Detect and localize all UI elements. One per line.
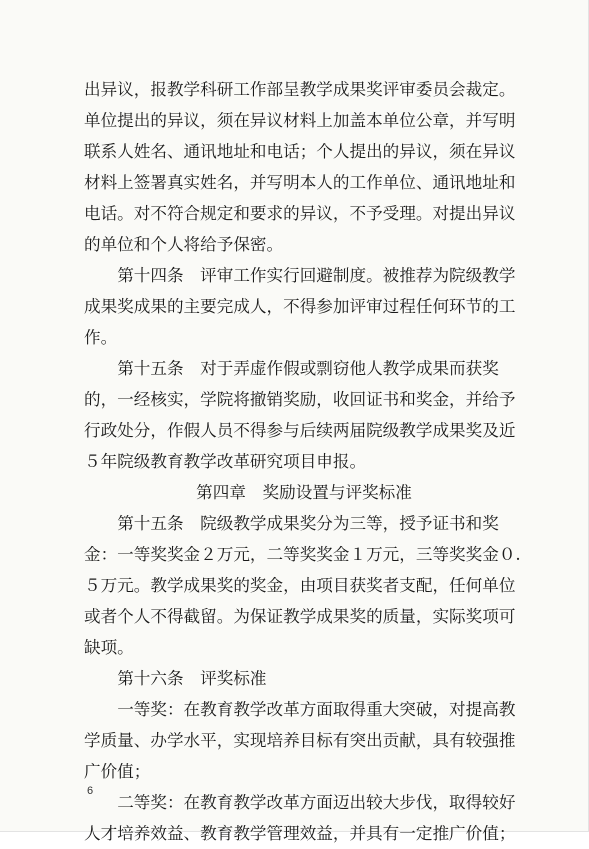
paragraph-article-15-fraud: 第十五条 对于弄虚作假或剽窃他人教学成果而获奖的，一经核实，学院将撤销奖励，收回证书和奖金，并给予行政处分，作假人员不得参与后续两届院级教学成果奖及近５年院级教育教学改革研究项目申报。 <box>84 359 516 471</box>
paragraph-second-prize: 二等奖：在教育教学改革方面迈出较大步伐，取得较好人才培养效益、教育教学管理效益，并具有一定推广价值； <box>84 793 516 843</box>
paragraph-article-14: 第十四条 评审工作实行回避制度。被推荐为院级教学成果奖成果的主要完成人，不得参加评审过程任何环节的工作。 <box>84 266 516 347</box>
document-body <box>84 74 524 849</box>
paragraph-article-15-awards: 第十五条 院级教学成果奖分为三等，授予证书和奖金：一等奖奖金２万元，二等奖奖金１万元，三等奖奖金０.５万元。教学成果奖的奖金，由项目获奖者支配，任何单位或者个人不得截留。为保证教学成果奖的质量，实际奖项可缺项。 <box>84 514 521 657</box>
paragraph-first-prize: 一等奖：在教育教学改革方面取得重大突破，对提高教学质量、办学水平，实现培养目标有突出贡献，具有较强推广价值； <box>84 700 516 781</box>
paragraph-article-16: 第十六条 评奖标准 <box>117 669 267 688</box>
chapter-heading: 第四章 奖励设置与评奖标准 <box>196 483 412 502</box>
page-number: 6 <box>87 785 94 797</box>
paragraph-objection-continued: 出异议，报教学科研工作部呈教学成果奖评审委员会裁定。单位提出的异议，须在异议材料上加盖本单位公章，并写明联系人姓名、通讯地址和电话；个人提出的异议，须在异议材料上签署真实姓名，并写明本人的工作单位、通讯地址和电话。对不符合规定和要求的异议，不予受理。对提出异议的单位和个人将给予保密。 <box>84 80 516 254</box>
